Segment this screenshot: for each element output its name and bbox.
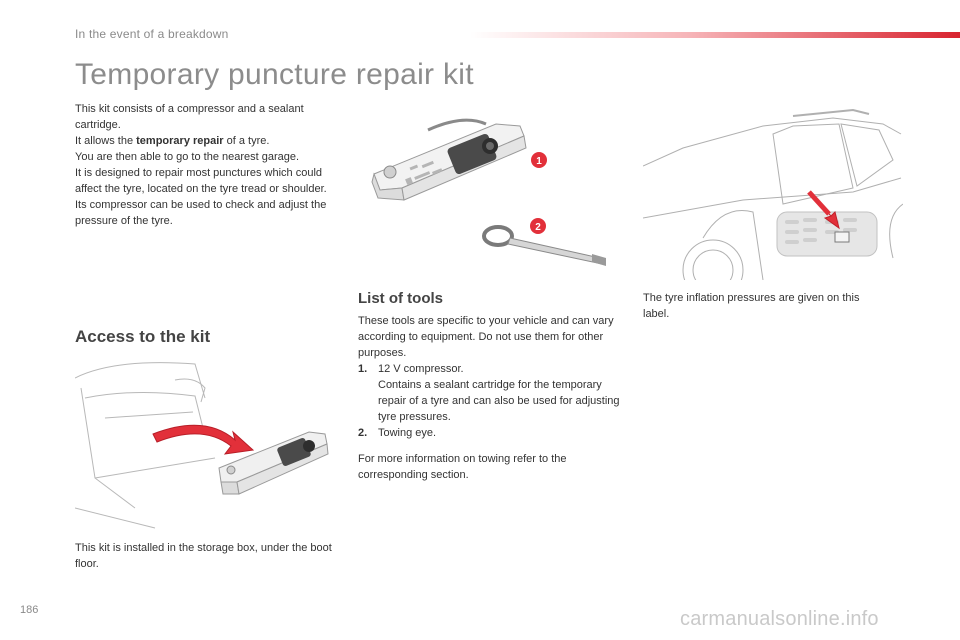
towing-eye (484, 227, 606, 266)
compressor-case (372, 120, 526, 200)
intro-line-3: You are then able to go to the nearest garage. (75, 151, 300, 163)
tools-intro: These tools are specific to your vehicle and can vary according to equipment. Do not use them for other purposes. (358, 315, 614, 359)
towing-note: For more information on towing refer to the corresponding section. (358, 453, 567, 481)
access-heading: Access to the kit (75, 327, 211, 346)
intro-allows-prefix: It allows the (75, 135, 137, 147)
svg-text:1: 1 (536, 156, 542, 167)
list-item-title: Towing eye. (378, 427, 437, 439)
label-note: The tyre inflation pressures are given on this label. (643, 292, 860, 320)
tools-heading: List of tools (358, 290, 443, 307)
intro-allows-suffix: of a tyre. (223, 135, 270, 147)
intro-line-1: This kit consists of a compressor and a sealant cartridge. (75, 103, 304, 131)
pressure-label-icon (835, 232, 849, 242)
intro-line-4: It is designed to repair most punctures which could affect the tyre, located on the tyre tread or shoulder. (75, 167, 327, 195)
callout-2 (530, 218, 546, 234)
storage-note: This kit is installed in the storage box, under the boot floor. (75, 542, 332, 570)
boot-storage-illustration (75, 358, 335, 530)
intro-allows-bold: temporary repair (136, 135, 224, 147)
car-label-illustration (643, 108, 903, 280)
list-item-number: 2. (358, 427, 368, 439)
watermark: carmanualsonline.info (680, 608, 879, 630)
intro-text (75, 101, 345, 229)
repair-kit-illustration (368, 118, 618, 268)
list-item-desc: Contains a sealant cartridge for the temporary repair of a tyre and can also be used for adjusting tyre pressures. (378, 379, 620, 423)
callout-1 (531, 152, 547, 168)
list-item-title: 12 V compressor. (378, 363, 464, 375)
svg-text:2: 2 (535, 222, 541, 233)
header-accent-bar (470, 32, 960, 38)
insert-arrow (153, 425, 253, 454)
tools-list (358, 361, 628, 441)
section-header: In the event of a breakdown (75, 27, 229, 41)
list-item (358, 361, 628, 425)
intro-line-5: Its compressor can be used to check and adjust the pressure of the tyre. (75, 199, 327, 227)
page-number: 186 (20, 604, 39, 616)
list-item-number: 1. (358, 363, 368, 375)
list-item (358, 425, 628, 441)
intro-line-2 (75, 133, 345, 149)
page-title: Temporary puncture repair kit (75, 58, 474, 91)
